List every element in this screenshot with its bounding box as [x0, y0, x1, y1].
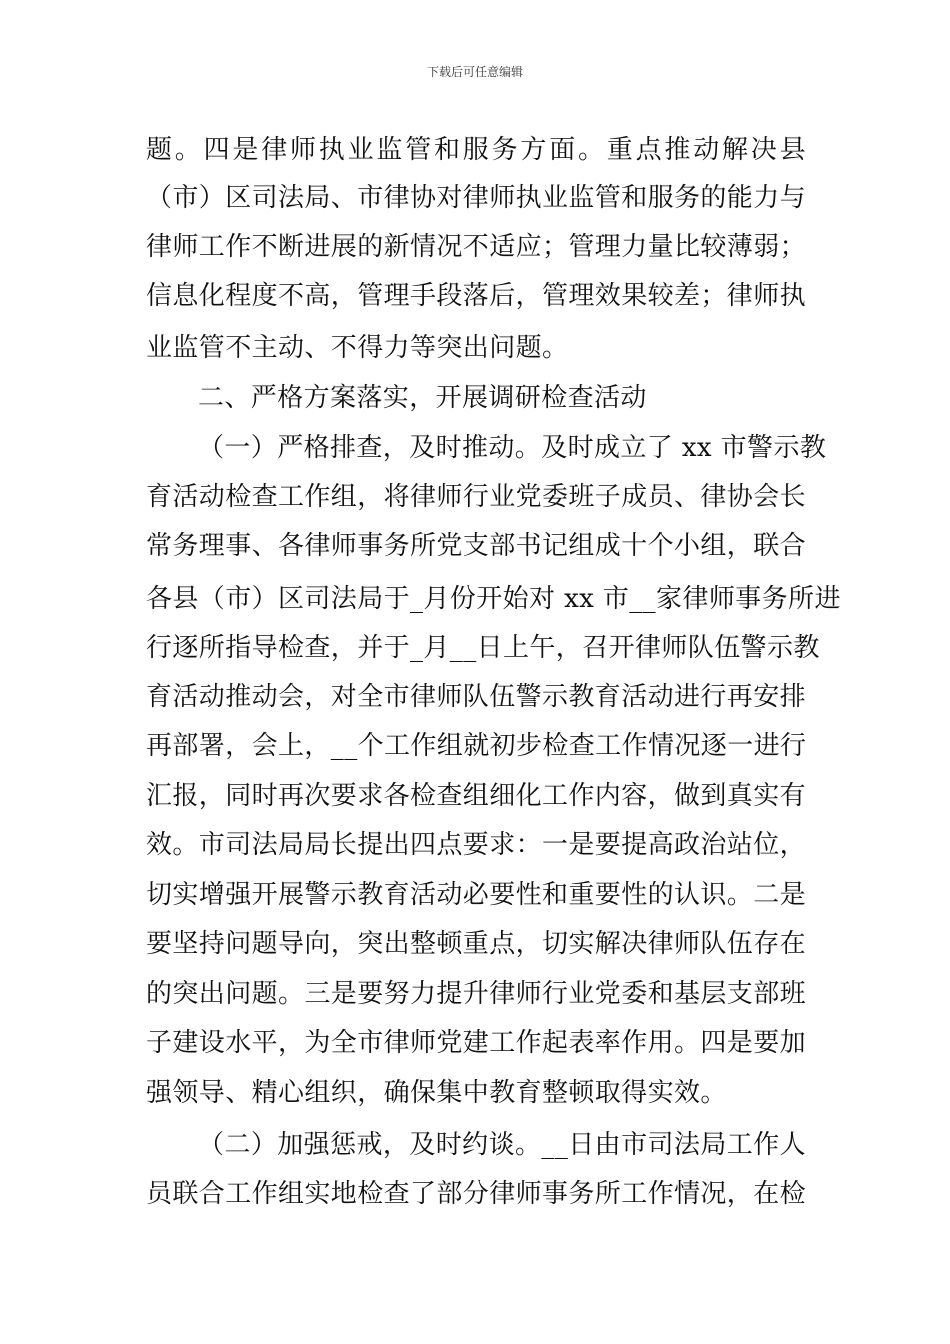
body-line: 题。四是律师执业监管和服务方面。重点推动解决县: [146, 135, 806, 165]
body-line: （二）加强惩戒，及时约谈。__日由市司法局工作人: [198, 1130, 806, 1160]
body-line: 各县（市）区司法局于_月份开始对 xx 市__家律师事务所进: [146, 584, 841, 614]
body-line: 效。市司法局局长提出四点要求：一是要提高政治站位，: [146, 830, 807, 860]
body-line: 强领导、精心组织，确保集中教育整顿取得实效。: [146, 1078, 727, 1108]
body-line: 切实增强开展警示教育活动必要性和重要性的认识。二是: [146, 880, 807, 910]
body-line: （市）区司法局、市律协对律师执业监管和服务的能力与: [146, 183, 807, 213]
body-line: （一）严格排查，及时推动。及时成立了 xx 市警示教: [198, 433, 827, 463]
body-line: 行逐所指导检查，并于_月__日上午，召开律师队伍警示教: [146, 633, 820, 663]
body-line: 员联合工作组实地检查了部分律师事务所工作情况，在检: [146, 1179, 807, 1209]
body-line: 律师工作不断进展的新情况不适应；管理力量比较薄弱；: [146, 232, 807, 262]
body-line: 信息化程度不高，管理手段落后，管理效果较差；律师执: [146, 281, 807, 311]
page-header: 下载后可任意编辑: [426, 65, 523, 79]
body-line: 常务理事、各律师事务所党支部书记组成十个小组，联合: [146, 531, 807, 561]
section-heading: 二、严格方案落实，开展调研检查活动: [198, 383, 647, 413]
body-line: 子建设水平，为全市律师党建工作起表率作用。四是要加: [146, 1028, 807, 1058]
body-line: 再部署，会上，__个工作组就初步检查工作情况逐一进行: [146, 731, 807, 761]
body-line: 业监管不主动、不得力等突出问题。: [146, 333, 569, 363]
body-line: 育活动推动会，对全市律师队伍警示教育活动进行再安排: [146, 682, 807, 712]
body-line: 汇报，同时再次要求各检查组细化工作内容，做到真实有: [146, 781, 807, 811]
body-line: 要坚持问题导向，突出整顿重点，切实解决律师队伍存在: [146, 929, 807, 959]
body-line: 的突出问题。三是要努力提升律师行业党委和基层支部班: [146, 979, 807, 1009]
body-line: 育活动检查工作组，将律师行业党委班子成员、律协会长: [146, 482, 807, 512]
